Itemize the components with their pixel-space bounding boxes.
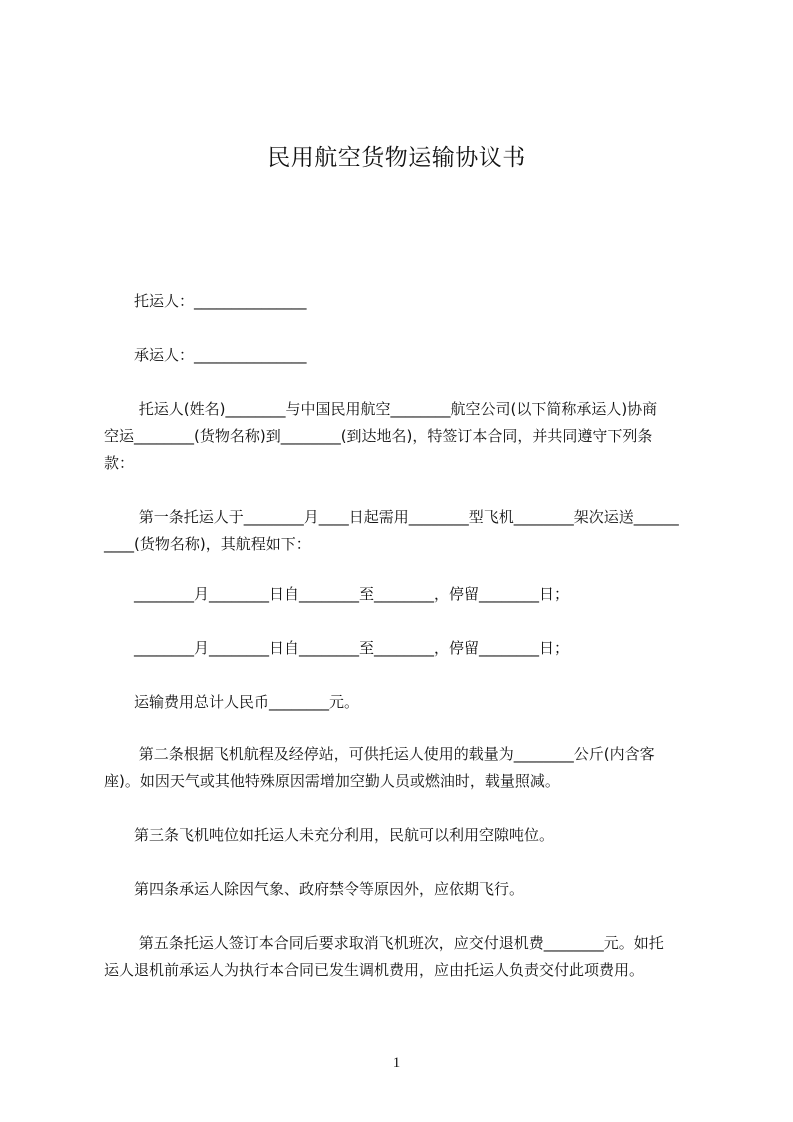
article-4-line: 第四条承运人除因气象、政府禁令等原因外，应依期飞行。 xyxy=(104,880,525,898)
article-5-line-1: 第五条托运人签订本合同后要求取消飞机班次，应交付退机费________元。如托 xyxy=(104,934,664,952)
route-line-1: ________月________日自________至________，停留________日； xyxy=(104,585,570,603)
article-3-line: 第三条飞机吨位如托运人未充分利用，民航可以利用空隙吨位。 xyxy=(104,826,555,844)
shipper-line: 托运人：_______________ xyxy=(104,292,307,310)
document-title: 民用航空货物运输协议书 xyxy=(267,145,526,171)
article-2-line-1: 第二条根据飞机航程及经停站，可供托运人使用的载量为________公斤(内含客 xyxy=(104,745,655,763)
page-number: 1 xyxy=(392,1055,401,1071)
route-line-2: ________月________日自________至________，停留________日； xyxy=(104,639,570,657)
preamble-line-2: 空运________(货物名称)到________(到达地名)，特签订本合同，并共同遵守下列条 xyxy=(104,427,653,445)
article-1-line-2: ____(货物名称)，其航程如下： xyxy=(104,535,311,553)
preamble-line-3: 款： xyxy=(104,454,135,472)
carrier-line: 承运人：_______________ xyxy=(104,346,307,364)
article-1-line-1: 第一条托运人于________月____日起需用________型飞机________架次运送______ xyxy=(104,508,679,526)
preamble-line-1: 托运人(姓名)________与中国民用航空________航空公司(以下简称承运人)协商 xyxy=(104,400,658,418)
article-5-line-2: 运人退机前承运人为执行本合同已发生调机费用，应由托运人负责交付此项费用。 xyxy=(104,961,645,979)
freight-total-line: 运输费用总计人民币________元。 xyxy=(104,693,360,711)
article-2-line-2: 座)。如因天气或其他特殊原因需增加空勤人员或燃油时，载量照减。 xyxy=(104,772,560,790)
